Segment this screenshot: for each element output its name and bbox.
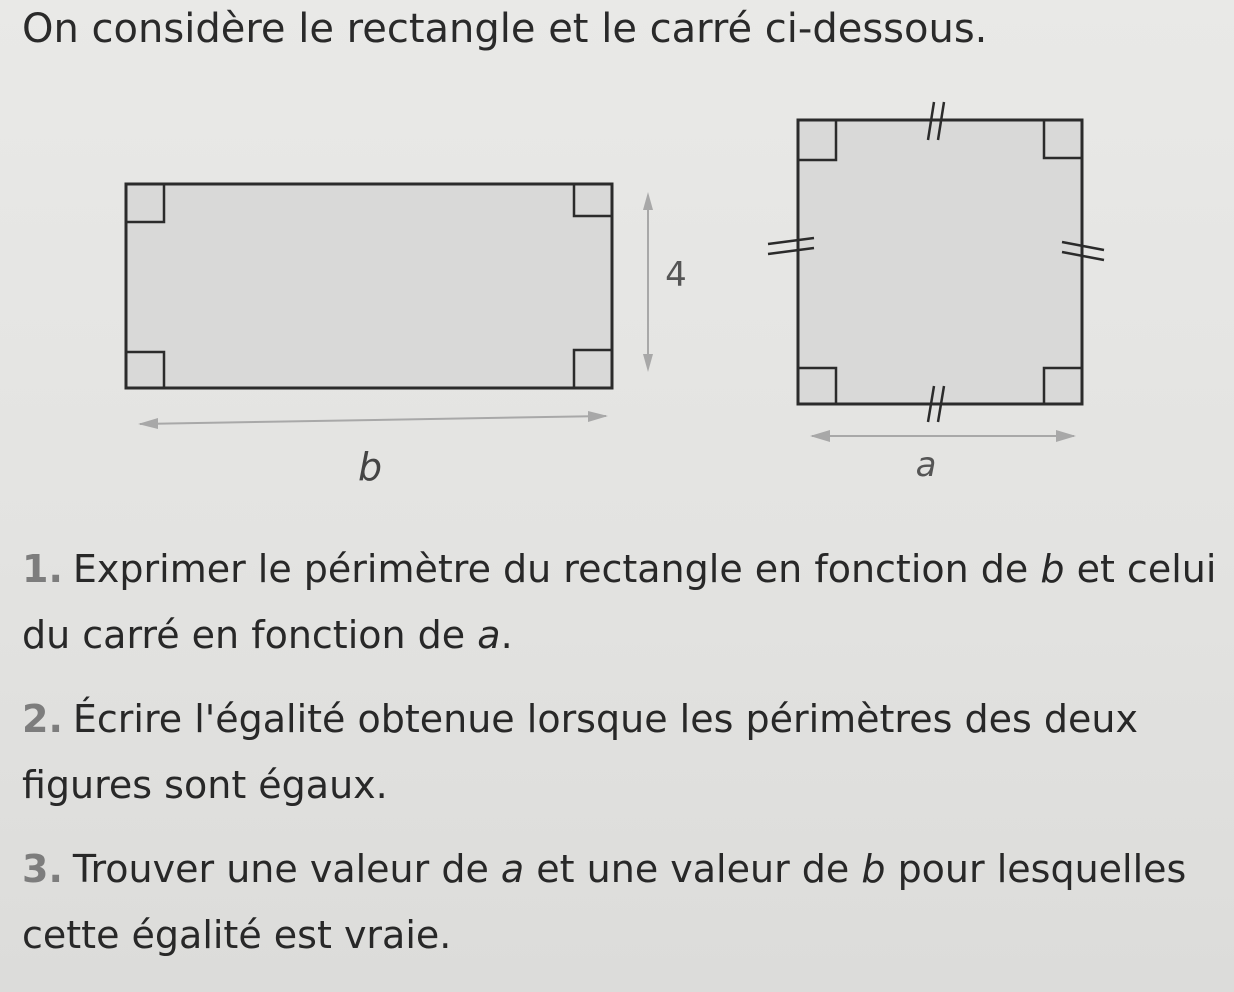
variable-name: b — [1040, 547, 1065, 591]
arrow-down-icon — [643, 354, 653, 372]
question-text: Trouver une valeur de — [72, 847, 501, 891]
height-label: 4 — [665, 255, 687, 295]
variable-name: a — [500, 847, 525, 891]
rectangle-figure — [126, 184, 687, 489]
square-shape — [798, 120, 1082, 404]
arrow-right-icon — [588, 411, 608, 422]
arrow-left-icon — [138, 418, 158, 429]
question-number: 2. — [22, 697, 63, 741]
question-text: pour lesquelles cette égalité est vraie. — [22, 847, 1187, 957]
side-label: a — [915, 445, 937, 485]
question-2 — [22, 686, 1222, 818]
question-text: et celui du carré en fonction de — [22, 547, 1217, 657]
square-figure — [768, 102, 1104, 485]
arrow-right-icon — [1056, 430, 1076, 442]
question-text: Exprimer le périmètre du rectangle en fonction de — [72, 547, 1041, 591]
intro-sentence: On considère le rectangle et le carré ci-dessous. — [22, 6, 988, 52]
arrow-left-icon — [810, 430, 830, 442]
variable-name: a — [477, 613, 501, 657]
arrow-up-icon — [643, 192, 653, 210]
variable-name: b — [861, 847, 886, 891]
width-label: b — [357, 445, 383, 489]
question-1 — [22, 536, 1222, 668]
question-text: et une valeur de — [524, 847, 862, 891]
question-text: Écrire l'égalité obtenue lorsque les périmètres des deux figures sont égaux. — [22, 697, 1138, 807]
width-dimension-line — [140, 416, 606, 424]
rectangle-shape — [126, 184, 612, 388]
question-text: . — [500, 613, 513, 657]
question-number: 1. — [22, 547, 63, 591]
question-3 — [22, 836, 1222, 968]
question-number: 3. — [22, 847, 63, 891]
